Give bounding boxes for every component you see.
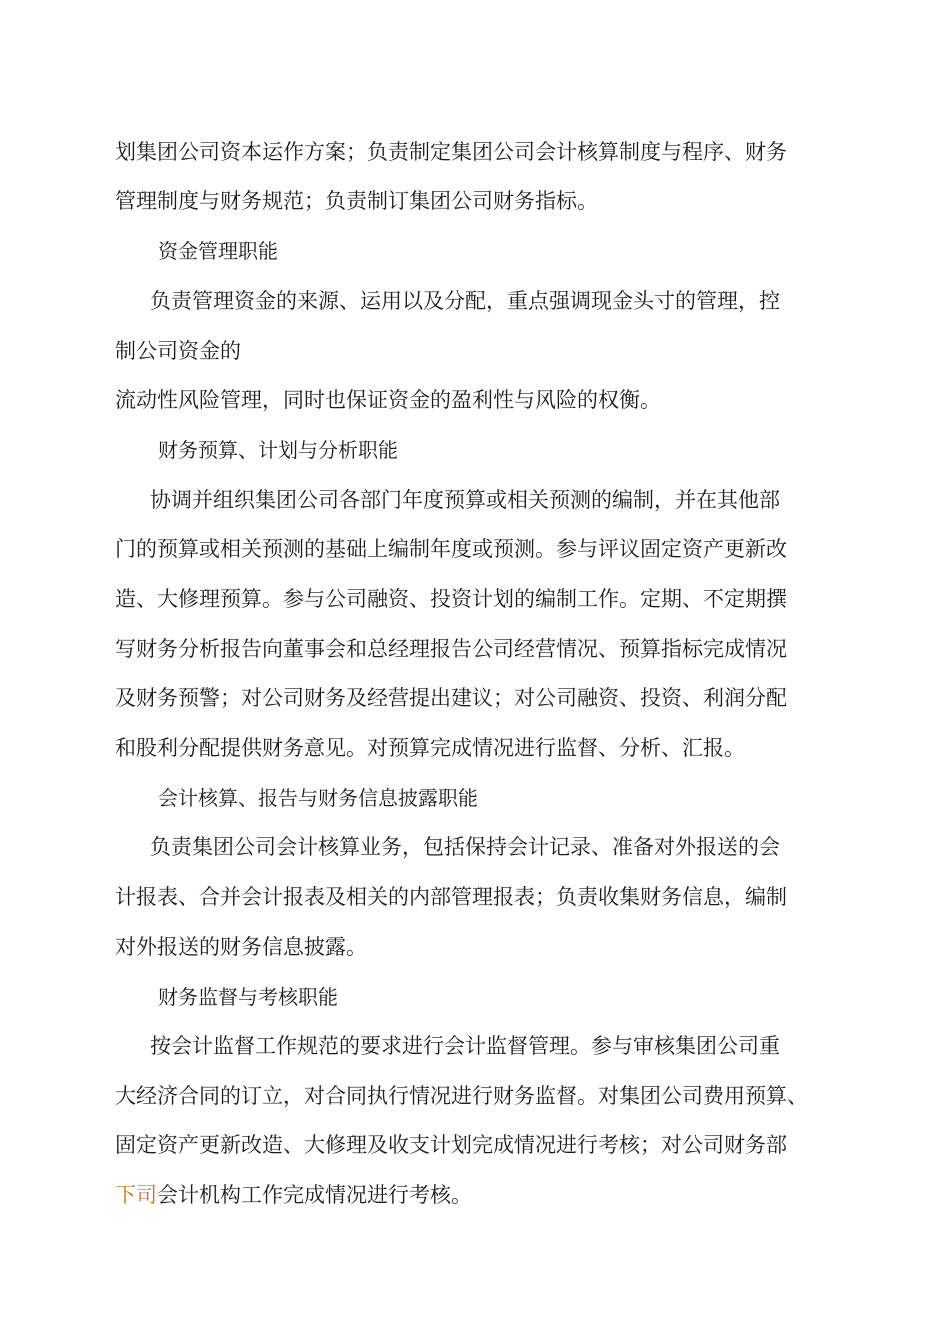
supervision-line-3: 固定资产更新改造、大修理及收支计划完成情况进行考核；对公司财务部 — [115, 1133, 787, 1157]
accounting-disclosure-line-2: 计报表、合并会计报表及相关的内部管理报表；负责收集财务信息，编制 — [115, 885, 787, 909]
budget-planning-line-5: 及财务预警；对公司财务及经营提出建议；对公司融资、投资、利润分配 — [115, 686, 787, 710]
fund-management-line-2: 制公司资金的 — [115, 339, 241, 363]
intro-line-2: 管理制度与财务规范；负责制订集团公司财务指标。 — [115, 189, 598, 213]
highlighted-text: 下司 — [115, 1183, 157, 1207]
intro-line-1: 划集团公司资本运作方案；负责制定集团公司会计核算制度与程序、财务 — [115, 140, 787, 164]
budget-planning-line-6: 和股利分配提供财务意见。对预算完成情况进行监督、分析、汇报。 — [115, 736, 745, 760]
section-heading-budget-planning: 财务预算、计划与分析职能 — [158, 438, 398, 462]
section-heading-supervision: 财务监督与考核职能 — [158, 985, 338, 1009]
supervision-line-2: 大经济合同的订立，对合同执行情况进行财务监督。对集团公司费用预算、 — [115, 1084, 808, 1108]
accounting-disclosure-line-3: 对外报送的财务信息披露。 — [115, 935, 367, 959]
supervision-line-4 — [115, 1180, 472, 1210]
section-heading-fund-management: 资金管理职能 — [158, 239, 278, 263]
section-heading-accounting-disclosure: 会计核算、报告与财务信息披露职能 — [158, 786, 478, 810]
budget-planning-line-1: 协调并组织集团公司各部门年度预算或相关预测的编制，并在其他部 — [150, 488, 780, 512]
budget-planning-line-2: 门的预算或相关预测的基础上编制年度或预测。参与评议固定资产更新改 — [115, 537, 787, 561]
accounting-disclosure-line-1: 负责集团公司会计核算业务，包括保持会计记录、准备对外报送的会 — [150, 835, 780, 859]
fund-management-line-3: 流动性风险管理，同时也保证资金的盈利性与风险的权衡。 — [115, 388, 661, 412]
budget-planning-line-3: 造、大修理预算。参与公司融资、投资计划的编制工作。定期、不定期撰 — [115, 587, 787, 611]
supervision-line-4-rest: 会计机构工作完成情况进行考核。 — [157, 1183, 472, 1207]
fund-management-line-1: 负责管理资金的来源、运用以及分配，重点强调现金头寸的管理，控 — [150, 289, 780, 313]
supervision-line-1: 按会计监督工作规范的要求进行会计监督管理。参与审核集团公司重 — [150, 1034, 780, 1058]
budget-planning-line-4: 写财务分析报告向董事会和总经理报告公司经营情况、预算指标完成情况 — [115, 637, 787, 661]
